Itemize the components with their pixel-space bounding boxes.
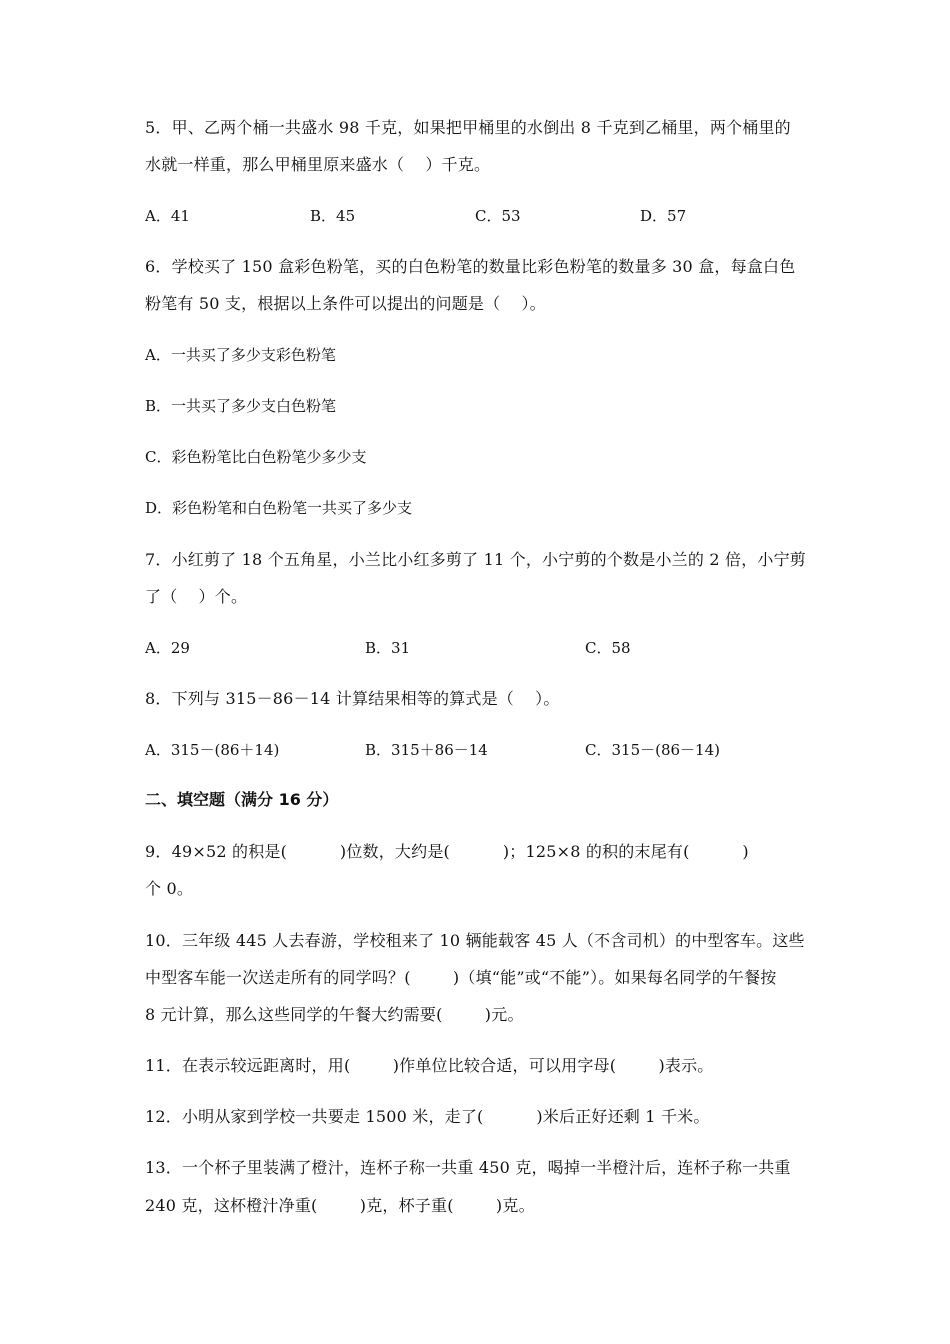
q8-option-c: C．315－(86－14)	[585, 741, 720, 759]
section-title-fill-in-blanks: 二、填空题（满分 16 分）	[145, 790, 339, 809]
q5-option-a: A．41	[145, 207, 190, 225]
q5-option-c: C．53	[475, 207, 521, 225]
q11-text-line1: 11．在表示较远距离时，用( )作单位比较合适，可以用字母( )表示。	[145, 1056, 714, 1075]
q5-option-b: B．45	[310, 207, 356, 225]
q10-text-line3: 8 元计算，那么这些同学的午餐大约需要( )元。	[145, 1005, 524, 1024]
q10-text-line1: 10．三年级 445 人去春游，学校租来了 10 辆能载客 45 人（不含司机）的中型客车。这些	[145, 931, 805, 950]
q10-text-line2: 中型客车能一次送走所有的同学吗？( )（填“能”或“不能”）。如果每名同学的午餐按	[145, 968, 777, 987]
q7-option-c: C．58	[585, 639, 631, 657]
q8-option-b: B．315＋86－14	[365, 741, 488, 759]
q6-option-c: C．彩色粉笔比白色粉笔少多少支	[145, 448, 367, 466]
q6-option-b: B．一共买了多少支白色粉笔	[145, 397, 337, 415]
q5-text-line1: 5．甲、乙两个桶一共盛水 98 千克，如果把甲桶里的水倒出 8 千克到乙桶里，两个桶里的	[145, 118, 791, 137]
q13-text-line2: 240 克，这杯橙汁净重( )克，杯子重( )克。	[145, 1196, 535, 1215]
q8-option-a: A．315－(86＋14)	[145, 741, 280, 759]
q7-option-a: A．29	[145, 639, 190, 657]
q7-text-line1: 7．小红剪了 18 个五角星，小兰比小红多剪了 11 个，小宁剪的个数是小兰的 2 倍，小宁剪	[145, 550, 806, 569]
q7-option-b: B．31	[365, 639, 411, 657]
q6-option-a: A．一共买了多少支彩色粉笔	[145, 346, 336, 364]
q6-option-d: D．彩色粉笔和白色粉笔一共买了多少支	[145, 499, 413, 517]
q6-text-line1: 6．学校买了 150 盒彩色粉笔，买的白色粉笔的数量比彩色粉笔的数量多 30 盒，每盒白色	[145, 257, 796, 276]
q9-text-line2: 个 0。	[145, 879, 194, 898]
q8-text-line1: 8．下列与 315－86－14 计算结果相等的算式是（ ）。	[145, 689, 560, 708]
q5-text-line2: 水就一样重，那么甲桶里原来盛水（ ）千克。	[145, 155, 491, 174]
q6-text-line2: 粉笔有 50 支，根据以上条件可以提出的问题是（ ）。	[145, 294, 546, 313]
q5-option-d: D．57	[640, 207, 687, 225]
q9-text-line1: 9．49×52 的积是( )位数，大约是( )；125×8 的积的末尾有( )	[145, 842, 749, 861]
q13-text-line1: 13．一个杯子里装满了橙汁，连杯子称一共重 450 克，喝掉一半橙汁后，连杯子称一共重	[145, 1158, 791, 1177]
q12-text-line1: 12．小明从家到学校一共要走 1500 米，走了( )米后正好还剩 1 千米。	[145, 1107, 710, 1126]
q7-text-line2: 了（ ）个。	[145, 587, 248, 606]
